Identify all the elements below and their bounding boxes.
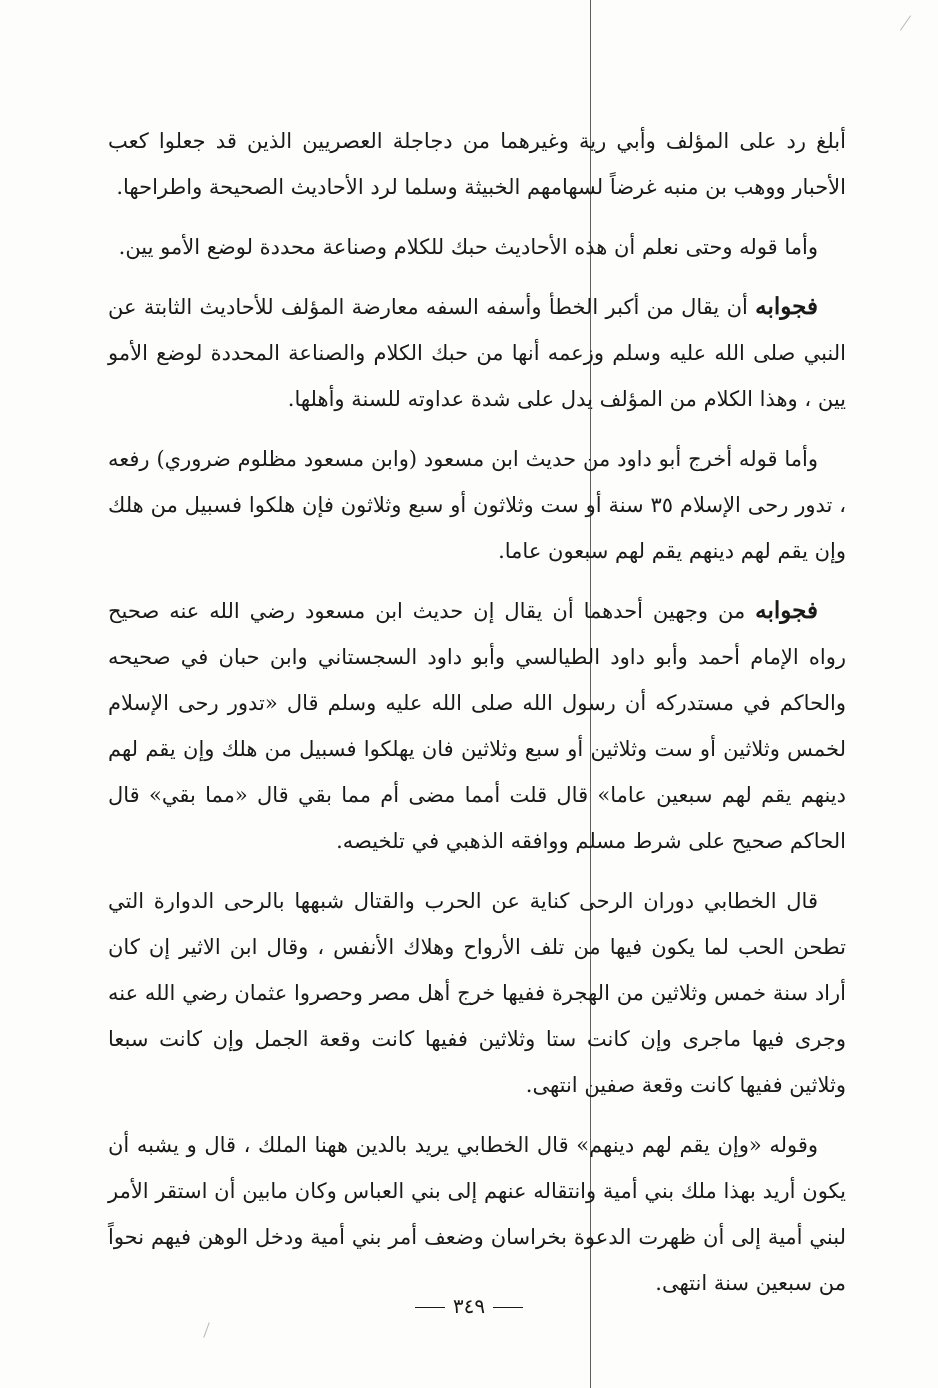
page-number [0, 1294, 938, 1318]
paragraph-lead-word: فجوابه [755, 597, 818, 624]
paragraph [108, 224, 846, 270]
body-text [108, 118, 846, 1320]
paragraph-text: وقوله «وإن يقم لهم دينهم» قال الخطابي يريد بالدين ههنا الملك ، قال و يشبه أن يكون أريد بهذا ملك بني أمية وانتقاله عنهم إلى بني العباس وكان مابين أن استقر الأمر لبني أمية إلى أن ظهرت الدعوة بخراسان وضعف أمر بني أمية ودخل الوهن فيهم نحواً من سبعين سنة انتهى. [108, 1133, 846, 1295]
paragraph [108, 588, 846, 864]
paragraph [108, 878, 846, 1108]
page-number-dash [415, 1307, 445, 1308]
paragraph-text: قال الخطابي دوران الرحى كناية عن الحرب والقتال شبهها بالرحى الدوارة التي تطحن الحب لما يكون فيها من تلف الأرواح وهلاك الأنفس ، وقال ابن الاثير إن كان أراد سنة خمس وثلاثين من الهجرة ففيها خرج أهل مصر وحصروا عثمان رضي الله عنه وجرى فيها ماجرى وإن كانت ستا وثلاثين ففيها كانت وقعة الجمل وإن كانت سبعا وثلاثين ففيها كانت وقعة صفين انتهى. [108, 889, 846, 1097]
paragraph-lead-word: فجوابه [755, 293, 818, 320]
page-number-value: ٣٤٩ [452, 1294, 486, 1318]
paragraph [108, 436, 846, 574]
paragraph [108, 1122, 846, 1306]
scan-speck [203, 1322, 209, 1337]
paragraph-text: وأما قوله وحتى نعلم أن هذه الأحاديث حبك للكلام وصناعة محددة لوضع الأمو يين. [118, 235, 818, 259]
page-number-dash [493, 1307, 523, 1308]
paragraph-text: أن يقال من أكبر الخطأ وأسفه السفه معارضة المؤلف للأحاديث الثابتة عن النبي صلى الله عليه وسلم وزعمه أنها من حبك الكلام والصناعة المحددة لوضع الأمو يين ، وهذا الكلام من المؤلف يدل على شدة عداوته للسنة وأهلها. [108, 295, 846, 411]
scan-speck [900, 15, 911, 30]
paragraph-text: من وجهين أحدهما أن يقال إن حديث ابن مسعود رضي الله عنه صحيح رواه الإمام أحمد وأبو داود الطيالسي وأبو داود السجستاني وابن حبان في صحيحه والحاكم في مستدركه أن رسول الله صلى الله عليه وسلم قال «تدور رحى الإسلام لخمس وثلاثين أو ست وثلاثين أو سبع وثلاثين فان يهلكوا فسبيل من هلك وإن يقم لهم دينهم يقم لهم سبعين عاما» قال قلت أمما مضى أم مما بقي قال «مما بقي» قال الحاكم صحيح على شرط مسلم ووافقه الذهبي في تلخيصه. [108, 599, 846, 853]
paragraph [108, 284, 846, 422]
paragraph [108, 118, 846, 210]
paragraph-text: وأما قوله أخرج أبو داود من حديث ابن مسعود (وابن مسعود مظلوم ضروري) رفعه ، تدور رحى الإسلام ٣٥ سنة أو ست وثلاثون أو سبع وثلاثون فإن هلكوا فسبيل من هلك وإن يقم لهم دينهم يقم لهم سبعون عاما. [108, 447, 847, 563]
paragraph-text: أبلغ رد على المؤلف وأبي رية وغيرهما من دجاجلة العصريين الذين قد جعلوا كعب الأحبار ووهب بن منبه غرضاً لسهامهم الخبيثة وسلما لرد الأحاديث الصحيحة واطراحها. [108, 129, 846, 199]
